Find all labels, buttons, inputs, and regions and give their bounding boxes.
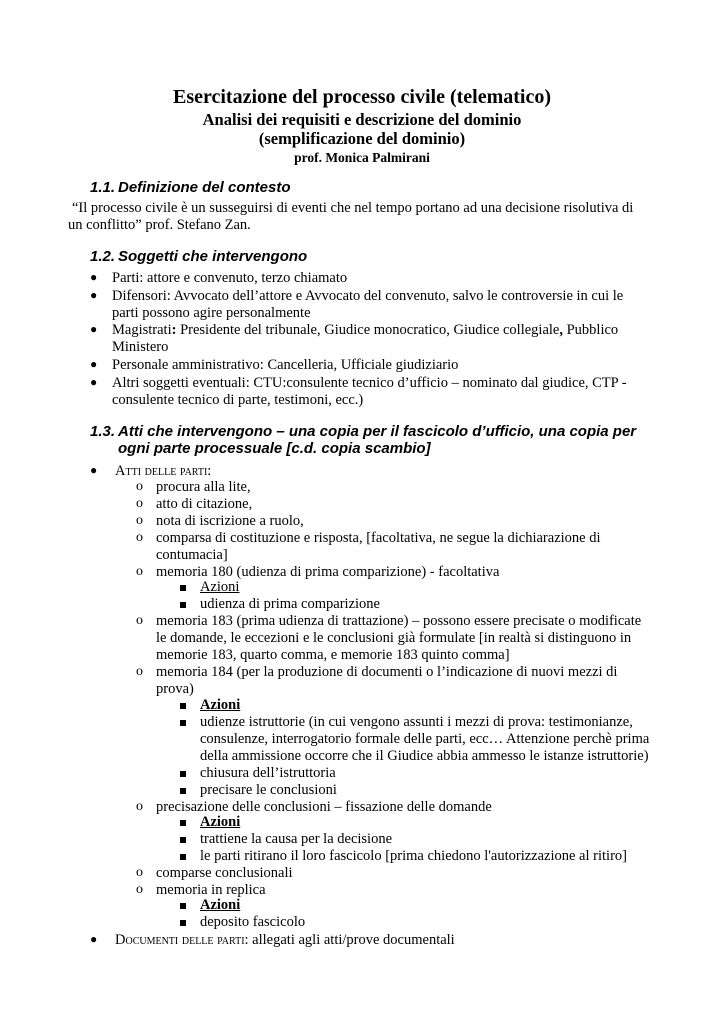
bullet-icon: ● [90,322,98,336]
section-number: 1.3. [90,423,116,440]
bullet-icon: ● [90,932,98,946]
list-item: procura alla lite, [156,479,251,495]
bullet-icon: ● [90,270,98,284]
circle-bullet-icon: o [136,865,143,880]
square-bullet-icon [180,720,186,726]
section-number: 1.2. [90,248,116,265]
actions-link[interactable]: Azioni [200,814,241,830]
section-number: 1.1. [90,179,116,196]
list-item: memoria 183 (prima udienza di trattazione) – possono essere precisate o modificate [156,613,642,629]
list-item: memoria 184 (per la produzione di documenti o l’indicazione di nuovi mezzi di [156,664,618,680]
bullet-icon: ● [90,463,98,477]
square-bullet-icon [180,903,186,909]
square-bullet-icon [180,920,186,926]
square-bullet-icon [180,602,186,608]
list-item-continuation: consulenze, interrogatorio formale delle parti, ecc… Attenzione perchè prima [200,731,650,747]
circle-bullet-icon: o [136,530,143,545]
list-item-continuation: le domande, le eccezioni e le conclusioni già formulate [in realtà si distinguono in [156,630,632,646]
list-item: comparse conclusionali [156,865,293,881]
circle-bullet-icon: o [136,882,143,897]
circle-bullet-icon: o [136,496,143,511]
square-bullet-icon [180,837,186,843]
list-item-text: : [171,322,177,338]
list-item-text: , [559,322,563,338]
list-item [115,932,455,949]
circle-bullet-icon: o [136,564,143,579]
list-item-continuation: prova) [156,681,194,697]
list-item-text: Magistrati [112,322,172,338]
list-item [112,322,618,339]
actions-link[interactable]: Azioni [200,897,241,913]
bullet-icon: ● [90,375,98,389]
section-title: Definizione del contesto [118,179,291,196]
list-item-heading: Documenti delle parti [115,932,245,948]
square-bullet-icon [180,854,186,860]
section-heading-1-2 [90,248,650,265]
list-item: precisare le conclusioni [200,782,337,798]
list-item-continuation: contumacia] [156,547,228,563]
list-item-text: : allegati agli atti/prove documentali [244,932,455,948]
list-item-heading: Atti delle parti [115,463,208,479]
list-item-continuation: parti possono agire personalmente [112,305,311,321]
list-item: atto di citazione, [156,496,253,512]
list-item-text: Presidente del tribunale, Giudice monocratico, Giudice collegiale [176,322,560,338]
list-item: chiusura dell’istruttoria [200,765,336,781]
actions-link[interactable]: Azioni [200,697,241,713]
list-item-continuation: memorie 183, quarto comma, e memorie 183 quinto comma] [156,647,510,663]
square-bullet-icon [180,703,186,709]
list-item: trattiene la causa per la decisione [200,831,393,847]
square-bullet-icon [180,585,186,591]
quote-line: “Il processo civile è un susseguirsi di eventi che nel tempo portano ad una decisione risolutiva di [72,200,634,216]
square-bullet-icon [180,788,186,794]
square-bullet-icon [180,771,186,777]
list-item: memoria 180 (udienza di prima comparizione) - facoltativa [156,564,500,580]
circle-bullet-icon: o [136,479,143,494]
circle-bullet-icon: o [136,664,143,679]
bullet-icon: ● [90,288,98,302]
list-item: deposito fascicolo [200,914,306,930]
list-item-continuation: della ammissione occorre che il Giudice abbia ammesso le istanze istruttorie) [200,748,649,764]
list-item-continuation: consulente tecnico di parte, testimoni, ecc.) [112,392,364,408]
circle-bullet-icon: o [136,799,143,814]
bullet-icon: ● [90,357,98,371]
section-title: Atti che intervengono – una copia per il fascicolo d’ufficio, una copia per [118,423,637,440]
list-item [115,463,211,480]
document-title: Esercitazione del processo civile (telematico) [172,86,552,108]
section-heading-1-3 [90,423,690,440]
list-item: memoria in replica [156,882,266,898]
list-item: Personale amministrativo: Cancelleria, Ufficiale giudiziario [112,357,459,373]
list-item: Parti: attore e convenuto, terzo chiamato [112,270,348,286]
list-item: le parti ritirano il loro fascicolo [prima chiedono l'autorizzazione al ritiro] [200,848,627,864]
list-item: udienze istruttorie (in cui vengono assunti i mezzi di prova: testimonianze, [200,714,633,730]
section-heading-1-1 [90,179,650,196]
list-item: udienza di prima comparizione [200,596,380,612]
section-heading-continuation: ogni parte processuale [c.d. copia scambio] [118,440,431,457]
list-item-continuation: Ministero [112,339,169,355]
actions-link[interactable]: Azioni [200,579,240,595]
list-item: comparsa di costituzione e risposta, [facoltativa, ne segue la dichiarazione di [156,530,601,546]
section-title: Soggetti che intervengono [118,248,308,265]
square-bullet-icon [180,820,186,826]
list-item-text: : [207,463,212,479]
quote-line: un conflitto” prof. Stefano Zan. [68,217,251,233]
document-author: prof. Monica Palmirani [294,150,430,165]
list-item: nota di iscrizione a ruolo, [156,513,304,529]
circle-bullet-icon: o [136,613,143,628]
list-item: Difensori: Avvocato dell’attore e Avvocato del convenuto, salvo le controversie in cui le [112,288,624,304]
list-item-text: Pubblico [562,322,619,338]
list-item: Altri soggetti eventuali: CTU:consulente tecnico d’ufficio – nominato dal giudice, CTP - [112,375,627,391]
circle-bullet-icon: o [136,513,143,528]
document-subtitle-2: (semplificazione del dominio) [258,129,466,148]
document-subtitle: Analisi dei requisiti e descrizione del dominio [202,110,522,129]
list-item: precisazione delle conclusioni – fissazione delle domande [156,799,492,815]
